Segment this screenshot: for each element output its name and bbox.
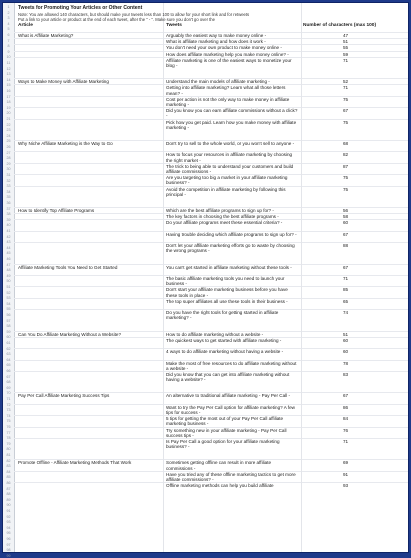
row-number[interactable]: 36: [6, 201, 11, 205]
row-number[interactable]: 58: [6, 324, 11, 329]
tweet-cell[interactable]: You don't need your own product to make money online -: [166, 45, 282, 51]
article-cell[interactable]: Can You Do Affiliate Marketing Without a Website?: [18, 331, 121, 337]
row-number[interactable]: 94: [6, 525, 11, 530]
char-count-cell[interactable]: 82: [343, 152, 349, 158]
row-number[interactable]: 20: [6, 111, 11, 116]
row-number[interactable]: 48: [6, 268, 11, 273]
char-count-cell[interactable]: 52: [343, 79, 349, 85]
tweet-cell[interactable]: Do your affiliate programs meet these essential criteria? -: [166, 220, 283, 226]
row-number[interactable]: 18: [6, 100, 11, 105]
row-number[interactable]: 3: [7, 16, 10, 21]
row-number[interactable]: 78: [6, 436, 11, 441]
char-count-cell[interactable]: 71: [343, 439, 349, 444]
row-number[interactable]: 38: [6, 212, 11, 217]
article-cell[interactable]: How to Identify Top Affiliate Programs: [18, 208, 95, 213]
tweet-cell[interactable]: Do you have the right tools for getting started in affiliate marketing? -: [166, 310, 279, 321]
tweet-cell[interactable]: The trick to being able to understand your customers and build affiliate commissions -: [166, 163, 294, 174]
char-count-cell[interactable]: 65: [343, 298, 349, 304]
row-number[interactable]: 64: [6, 357, 11, 362]
char-count-cell[interactable]: 56: [343, 208, 349, 213]
spreadsheet: [3, 3, 408, 558]
row-number[interactable]: 41: [6, 229, 11, 233]
row-number[interactable]: 52: [6, 290, 11, 295]
row-number[interactable]: 85: [6, 475, 11, 480]
char-count-cell[interactable]: 60: [343, 349, 349, 355]
char-count-cell[interactable]: 75: [343, 186, 349, 192]
row-number[interactable]: 11: [6, 61, 11, 65]
tweet-cell[interactable]: Affiliate marketing is one of the easiest ways to monetize your blog -: [166, 57, 292, 68]
row-number[interactable]: 46: [6, 257, 11, 261]
char-count-cell[interactable]: 75: [343, 96, 349, 102]
row-number[interactable]: 67: [6, 374, 11, 379]
row-number[interactable]: 7: [7, 38, 10, 43]
row-number[interactable]: 33: [6, 184, 11, 189]
row-number[interactable]: 32: [6, 178, 11, 183]
row-number[interactable]: 24: [6, 133, 11, 138]
header-article[interactable]: Article: [18, 23, 33, 28]
header-chars[interactable]: Number of characters (max 100): [303, 23, 377, 28]
header-tweets[interactable]: Tweets: [166, 23, 182, 28]
row-number[interactable]: 14: [6, 77, 11, 82]
char-count-cell[interactable]: 51: [343, 39, 349, 45]
row-number[interactable]: 72: [6, 402, 11, 407]
char-count-cell[interactable]: 47: [343, 33, 349, 38]
char-count-cell[interactable]: 67: [343, 231, 349, 237]
row-number[interactable]: 16: [6, 89, 11, 93]
row-number[interactable]: 29: [6, 161, 11, 166]
row-number[interactable]: 95: [6, 531, 11, 536]
char-count-cell[interactable]: 88: [343, 243, 349, 249]
row-number[interactable]: 49: [6, 273, 11, 278]
row-number[interactable]: 63: [6, 352, 11, 357]
row-number[interactable]: 27: [6, 150, 11, 155]
row-number[interactable]: 54: [6, 301, 11, 306]
tweet-cell[interactable]: Don't try to sell to the whole world, or you won't sell to anyone -: [166, 141, 295, 146]
char-count-cell[interactable]: 59: [343, 51, 349, 57]
char-count-cell[interactable]: 74: [343, 310, 349, 316]
char-count-cell[interactable]: 51: [343, 331, 349, 337]
tweet-cell[interactable]: Don't let your affiliate marketing efforts go to waste by choosing the wrong programs -: [166, 243, 295, 254]
char-count-cell[interactable]: 93: [343, 483, 349, 489]
tweet-cell[interactable]: Sometimes getting offline can result in more affiliate commissions -: [166, 460, 272, 471]
char-count-cell[interactable]: 68: [343, 141, 349, 146]
row-number[interactable]: 77: [6, 430, 11, 435]
tweet-cell[interactable]: Which are the best affiliate programs to sign up for? -: [166, 208, 274, 213]
row-number[interactable]: 31: [6, 173, 11, 177]
char-count-cell[interactable]: 55: [343, 45, 349, 51]
row-number[interactable]: 42: [6, 234, 11, 239]
row-number[interactable]: 62: [6, 346, 11, 351]
article-cell[interactable]: Why Niche Affiliate Marketing is the Way to Go: [18, 141, 113, 146]
tweet-cell[interactable]: An alternative to traditional affiliate marketing - Pay Per Call -: [166, 393, 291, 399]
char-count-cell[interactable]: 87: [343, 163, 349, 169]
tweet-cell[interactable]: Cost per action is not the only way to make money in affiliate marketing -: [166, 96, 290, 107]
row-number[interactable]: 51: [6, 285, 11, 289]
tweet-cell[interactable]: The top super affiliates all use these tools in their business -: [166, 298, 288, 304]
row-number[interactable]: 39: [6, 217, 11, 222]
row-number[interactable]: 60: [6, 335, 11, 340]
article-cell[interactable]: Pay Per Call Affiliate Marketing Success Tips: [18, 393, 110, 399]
row-number[interactable]: 12: [6, 66, 11, 71]
char-count-cell[interactable]: 78: [343, 360, 349, 366]
row-number[interactable]: 2: [7, 10, 10, 15]
tweet-cell[interactable]: Pick how you get paid. Learn how you make money with affiliate marketing -: [166, 119, 297, 130]
note-line-1: Note: You are allowed 140 characters, but should make your tweets less than 100 to allow for your short link and for retweets: [18, 12, 250, 17]
row-number[interactable]: 30: [6, 167, 11, 172]
tweet-cell[interactable]: How does affiliate marketing help you make money online? -: [166, 51, 289, 57]
char-count-cell[interactable]: 60: [343, 337, 349, 343]
row-number[interactable]: 93: [6, 520, 11, 525]
row-number[interactable]: 40: [6, 223, 11, 228]
row-number[interactable]: 6: [7, 33, 10, 37]
row-number[interactable]: 71: [6, 397, 11, 401]
row-number[interactable]: 28: [6, 156, 11, 161]
char-count-cell[interactable]: 75: [343, 119, 349, 125]
tweet-cell[interactable]: Don't start your affiliate marketing business before you have these tools in place -: [166, 287, 288, 298]
tweet-cell[interactable]: Is Pay Per Call a good option for your affiliate marketing business? -: [166, 439, 280, 450]
row-number[interactable]: 43: [6, 240, 11, 245]
tweet-cell[interactable]: Want to try the Pay Per Call option for affiliate marketing? A few tips for success -: [166, 404, 295, 415]
row-number[interactable]: 96: [6, 537, 11, 541]
row-number[interactable]: 9: [7, 49, 10, 54]
tweet-cell[interactable]: The quickest ways to get started with affiliate marketing -: [166, 337, 282, 343]
row-number[interactable]: 81: [6, 453, 11, 457]
char-count-cell[interactable]: 67: [343, 108, 349, 114]
row-number[interactable]: 21: [6, 117, 11, 121]
tweet-cell[interactable]: The basic affiliate marketing tools you need to launch your business -: [166, 276, 285, 287]
char-count-cell[interactable]: 83: [343, 372, 349, 377]
char-count-cell[interactable]: 76: [343, 427, 349, 433]
tweet-cell[interactable]: Did you know that you can get into affiliate marketing without having a website? -: [166, 372, 290, 383]
tweet-cell[interactable]: 5 tips for getting the most out of your Pay Per Call affiliate marketing business -: [166, 416, 284, 427]
row-number[interactable]: 13: [6, 72, 11, 77]
row-number[interactable]: 83: [6, 464, 11, 469]
article-cell[interactable]: What is Affiliate Marketing?: [18, 33, 74, 38]
row-number[interactable]: 17: [6, 94, 11, 99]
article-cell[interactable]: Promote Offline - Affiliate Marketing Methods That Work: [18, 460, 132, 466]
row-number[interactable]: 86: [6, 481, 11, 485]
row-number[interactable]: 15: [6, 83, 11, 88]
row-number[interactable]: 50: [6, 279, 11, 284]
row-number[interactable]: 35: [6, 195, 11, 200]
tweet-cell[interactable]: Having trouble deciding which affiliate programs to sign up for? -: [166, 231, 297, 237]
row-number[interactable]: 82: [6, 458, 11, 463]
row-number[interactable]: 84: [6, 469, 11, 474]
char-count-cell[interactable]: 91: [343, 471, 349, 477]
row-number[interactable]: 59: [6, 329, 11, 334]
row-number[interactable]: 65: [6, 363, 11, 368]
row-number[interactable]: 37: [6, 206, 11, 211]
row-number[interactable]: 4: [7, 21, 10, 26]
row-number[interactable]: 66: [6, 369, 11, 373]
tweet-cell[interactable]: Make the most of free resources to do affiliate marketing without a website -: [166, 360, 297, 371]
row-number[interactable]: 26: [6, 145, 11, 149]
tweet-cell[interactable]: Offline marketing methods can help you build affiliate: [166, 483, 274, 489]
tweet-cell[interactable]: What is affiliate marketing and how does it work -: [166, 39, 266, 45]
char-count-cell[interactable]: 71: [343, 85, 349, 91]
row-number[interactable]: 79: [6, 441, 11, 446]
column-divider: [301, 3, 302, 552]
column-divider: [163, 3, 164, 552]
tweet-cell[interactable]: Arguably the easiest way to make money online -: [166, 33, 267, 38]
row-number[interactable]: 69: [6, 385, 11, 390]
tweet-cell[interactable]: Are you targeting too big a market in your affiliate marketing business? -: [166, 175, 288, 186]
row-number[interactable]: 55: [6, 307, 11, 312]
article-cell[interactable]: Affiliate Marketing Tools You Need to Get Started: [18, 264, 118, 270]
char-count-cell[interactable]: 67: [343, 264, 349, 270]
row-number[interactable]: 23: [6, 128, 11, 133]
row-number[interactable]: 91: [6, 509, 11, 513]
row-number[interactable]: 53: [6, 296, 11, 301]
tweet-cell[interactable]: You can't get started in affiliate marketing without these tools -: [166, 264, 292, 270]
tweet-cell[interactable]: Have you tried any of these offline marketing tactics to get more affiliate commissions? -: [166, 471, 296, 482]
row-number[interactable]: 45: [6, 251, 11, 256]
row-number[interactable]: 44: [6, 245, 11, 250]
tweet-cell[interactable]: Try something new in your affiliate marketing - Pay Per Call success tips -: [166, 427, 287, 438]
char-count-cell[interactable]: 85: [343, 287, 349, 293]
row-number[interactable]: 80: [6, 447, 11, 452]
row-number[interactable]: 90: [6, 503, 11, 508]
char-count-cell[interactable]: 67: [343, 393, 349, 399]
char-count-cell[interactable]: 69: [343, 460, 349, 466]
row-number[interactable]: 19: [6, 105, 11, 110]
char-count-cell[interactable]: 86: [343, 404, 349, 410]
row-number[interactable]: 88: [6, 492, 11, 497]
row-number[interactable]: 22: [6, 122, 11, 127]
row-number[interactable]: 87: [6, 486, 11, 491]
tweet-cell[interactable]: Getting into affiliate marketing? Learn what all those letters mean? -: [166, 85, 286, 96]
row-number[interactable]: 57: [6, 318, 11, 323]
row-number[interactable]: 1: [7, 5, 10, 9]
row-number[interactable]: 5: [7, 27, 10, 32]
row-number[interactable]: 8: [7, 44, 10, 49]
char-count-cell[interactable]: 71: [343, 276, 349, 281]
row-number[interactable]: 97: [6, 542, 11, 547]
char-count-cell[interactable]: 58: [343, 214, 349, 220]
row-number[interactable]: 74: [6, 413, 11, 418]
char-count-cell[interactable]: 60: [343, 220, 349, 226]
tweet-cell[interactable]: How to focus your resources in affiliate marketing by choosing the right market -: [166, 152, 293, 163]
row-number[interactable]: 99: [6, 553, 11, 558]
tweet-cell[interactable]: 4 ways to do affiliate marketing without having a website -: [166, 349, 284, 355]
row-number[interactable]: 89: [6, 497, 11, 502]
row-number[interactable]: 92: [6, 514, 11, 519]
tweet-cell[interactable]: Avoid the competition in affiliate marketing by following this principal -: [166, 186, 286, 197]
char-count-cell[interactable]: 84: [343, 416, 349, 422]
tweet-cell[interactable]: How to do affiliate marketing without a website -: [166, 331, 264, 337]
row-number[interactable]: 47: [6, 262, 11, 267]
row-number[interactable]: 98: [6, 548, 11, 553]
row-number[interactable]: 61: [6, 341, 11, 345]
char-count-cell[interactable]: 75: [343, 175, 349, 181]
sheet-title: Tweets for Promoting Your Articles or Other Content: [18, 5, 143, 11]
note-line-2: Put a link to your article or product at the end of each tweet, after the " - ". Make sure you don't go over the: [18, 17, 215, 22]
row-number[interactable]: 25: [6, 139, 11, 144]
article-cell[interactable]: Ways to Make Money with Affiliate Marketing: [18, 79, 109, 85]
row-number[interactable]: 34: [6, 189, 11, 194]
row-number[interactable]: 73: [6, 408, 11, 413]
tweet-cell[interactable]: Did you know you can earn affiliate commissions without a click? -: [166, 108, 298, 119]
row-number[interactable]: 68: [6, 380, 11, 385]
row-number[interactable]: 10: [6, 55, 11, 60]
tweet-cell[interactable]: Understand the main models of affiliate marketing -: [166, 79, 270, 85]
char-count-cell[interactable]: 71: [343, 57, 349, 63]
row-number[interactable]: 70: [6, 391, 11, 396]
tweet-cell[interactable]: The key factors in choosing the best affiliate programs -: [166, 214, 279, 220]
row-number[interactable]: 75: [6, 419, 11, 424]
row-number[interactable]: 56: [6, 313, 11, 317]
row-number[interactable]: 76: [6, 425, 11, 429]
